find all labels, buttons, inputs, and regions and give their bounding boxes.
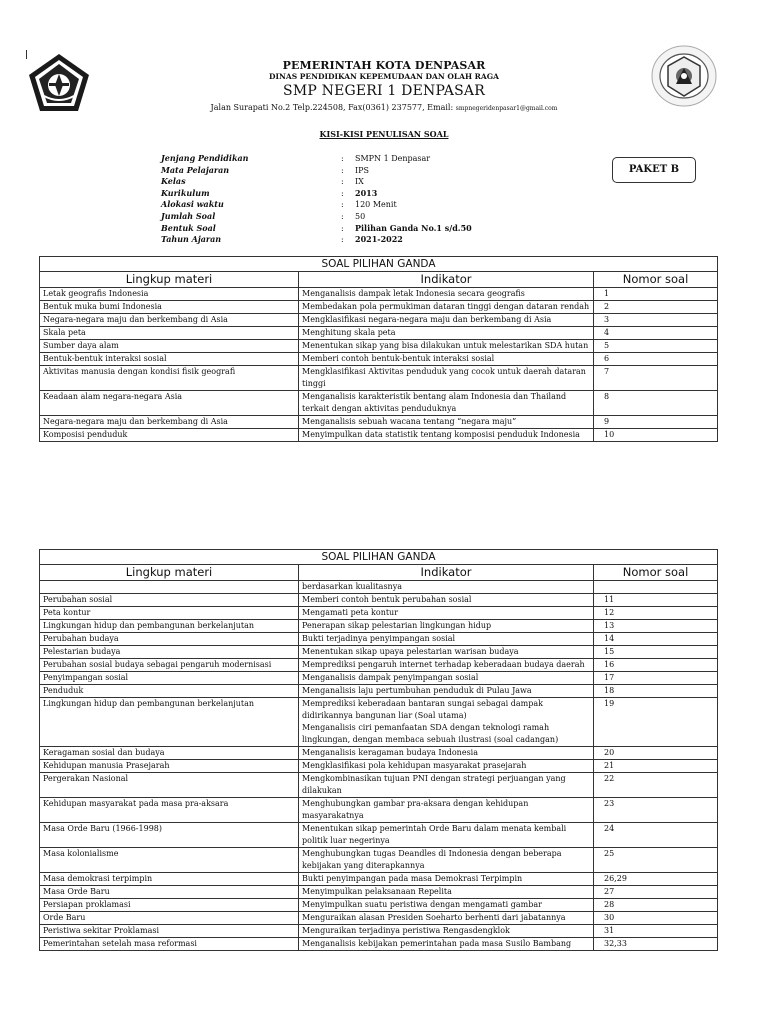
info-value: 50 — [355, 211, 366, 221]
cell-indikator: Menguraikan terjadinya peristiwa Rengasdengklok — [299, 925, 594, 938]
cell-nomor: 11 — [594, 594, 718, 607]
cell-nomor: 14 — [594, 633, 718, 646]
info-value: IPS — [355, 165, 370, 175]
cell-materi: Skala peta — [40, 327, 299, 340]
cell-materi: Persiapan proklamasi — [40, 899, 299, 912]
table-title: SOAL PILIHAN GANDA — [40, 257, 718, 272]
cell-indikator: Menentukan sikap pemerintah Orde Baru dalam menata kembali politik luar negerinya — [299, 823, 594, 848]
info-label: Kelas — [161, 176, 186, 187]
cell-indikator: Menganalisis dampak letak Indonesia secara geografis — [299, 288, 594, 301]
email-address: smpnegeridenpasar1@gmail.com — [455, 105, 558, 112]
cell-indikator: Menyimpulkan data statistik tentang komposisi penduduk Indonesia — [299, 429, 594, 442]
cell-indikator: Memprediksi keberadaan bantaran sungai sebagai dampak didirikannya bangunan liar (Soal utama) Menganalisis ciri pemanfaatan SDA dengan teknologi ramah lingkungan, dengan membaca sebuah ilustrasi (soal cadangan) — [299, 698, 594, 747]
table-body — [40, 288, 718, 442]
table-row — [40, 899, 718, 912]
info-row — [161, 165, 472, 177]
info-row — [161, 234, 472, 246]
cell-nomor: 31 — [594, 925, 718, 938]
column-header-indikator: Indikator — [299, 565, 594, 581]
cell-indikator: Bukti penyimpangan pada masa Demokrasi Terpimpin — [299, 873, 594, 886]
cell-nomor: 18 — [594, 685, 718, 698]
cell-nomor: 27 — [594, 886, 718, 899]
cell-materi: Pemerintahan setelah masa reformasi — [40, 938, 299, 951]
table-row — [40, 416, 718, 429]
table-row — [40, 659, 718, 672]
table-row — [40, 633, 718, 646]
cell-nomor — [594, 581, 718, 594]
info-row — [161, 199, 472, 211]
table-row — [40, 912, 718, 925]
info-value: 2013 — [355, 187, 378, 198]
table-row — [40, 620, 718, 633]
header-department: DINAS PENDIDIKAN KEPEMUDAAN DAN OLAH RAGA — [269, 72, 499, 81]
table-row — [40, 646, 718, 659]
table-row — [40, 607, 718, 620]
cell-nomor: 5 — [594, 340, 718, 353]
cell-indikator: Penerapan sikap pelestarian lingkungan hidup — [299, 620, 594, 633]
info-separator: : — [341, 188, 344, 198]
cell-indikator: Menguraikan alasan Presiden Soeharto berhenti dari jabatannya — [299, 912, 594, 925]
cell-materi: Lingkungan hidup dan pembangunan berkelanjutan — [40, 620, 299, 633]
cell-materi: Masa demokrasi terpimpin — [40, 873, 299, 886]
cell-materi: Lingkungan hidup dan pembangunan berkelanjutan — [40, 698, 299, 747]
cell-nomor: 25 — [594, 848, 718, 873]
info-label: Kurikulum — [161, 187, 210, 198]
cell-indikator: Menganalisis kebijakan pemerintahan pada masa Susilo Bambang — [299, 938, 594, 951]
table-row — [40, 340, 718, 353]
header-address — [0, 103, 768, 112]
table-row — [40, 760, 718, 773]
cell-materi: Penduduk — [40, 685, 299, 698]
cell-nomor: 8 — [594, 391, 718, 416]
table-body — [40, 581, 718, 951]
table-row — [40, 366, 718, 391]
info-row — [161, 211, 472, 223]
cell-materi: Negara-negara maju dan berkembang di Asia — [40, 416, 299, 429]
cell-materi: Bentuk-bentuk interaksi sosial — [40, 353, 299, 366]
header-school-name: SMP NEGERI 1 DENPASAR — [283, 83, 485, 99]
info-value: 120 Menit — [355, 200, 397, 210]
table-row — [40, 886, 718, 899]
info-label: Alokasi waktu — [161, 199, 224, 210]
info-label: Tahun Ajaran — [161, 234, 222, 245]
cell-materi: Keragaman sosial dan budaya — [40, 747, 299, 760]
cell-materi: Peristiwa sekitar Proklamasi — [40, 925, 299, 938]
table-row — [40, 594, 718, 607]
table-row — [40, 747, 718, 760]
cell-nomor: 15 — [594, 646, 718, 659]
cell-nomor: 10 — [594, 429, 718, 442]
column-header-materi: Lingkup materi — [40, 272, 299, 288]
info-value: Pilihan Ganda No.1 s/d.50 — [355, 222, 472, 233]
cell-nomor: 13 — [594, 620, 718, 633]
cell-indikator: Menyimpulkan suatu peristiwa dengan mengamati gambar — [299, 899, 594, 912]
cell-nomor: 7 — [594, 366, 718, 391]
table-row — [40, 391, 718, 416]
column-header-indikator: Indikator — [299, 272, 594, 288]
table-row — [40, 429, 718, 442]
cell-materi: Peta kontur — [40, 607, 299, 620]
cell-indikator: Menentukan sikap upaya pelestarian warisan budaya — [299, 646, 594, 659]
header-government: PEMERINTAH KOTA DENPASAR — [282, 59, 486, 72]
table-row — [40, 773, 718, 798]
cell-indikator: Bukti terjadinya penyimpangan sosial — [299, 633, 594, 646]
cell-indikator: berdasarkan kualitasnya — [299, 581, 594, 594]
table-row — [40, 327, 718, 340]
cell-indikator: Membedakan pola permukiman dataran tinggi dengan dataran rendah — [299, 301, 594, 314]
info-label: Bentuk Soal — [161, 222, 216, 233]
info-label: Mata Pelajaran — [161, 164, 230, 175]
cell-materi — [40, 581, 299, 594]
questions-table-1 — [39, 256, 718, 442]
table-row — [40, 288, 718, 301]
cell-indikator: Mengklasifikasi negara-negara maju dan berkembang di Asia — [299, 314, 594, 327]
cell-materi: Penyimpangan sosial — [40, 672, 299, 685]
cell-materi: Negara-negara maju dan berkembang di Asia — [40, 314, 299, 327]
table-row — [40, 925, 718, 938]
cell-nomor: 16 — [594, 659, 718, 672]
cell-indikator: Menghubungkan gambar pra-aksara dengan kehidupan masyarakatnya — [299, 798, 594, 823]
info-value: SMPN 1 Denpasar — [355, 154, 431, 163]
info-label: Jumlah Soal — [161, 210, 216, 221]
cell-materi: Letak geografis Indonesia — [40, 288, 299, 301]
exam-info — [161, 153, 472, 246]
column-header-nomor: Nomor soal — [594, 272, 718, 288]
cell-materi: Perubahan sosial budaya sebagai pengaruh modernisasi — [40, 659, 299, 672]
table-row — [40, 672, 718, 685]
info-separator: : — [341, 154, 344, 163]
table-row — [40, 798, 718, 823]
cell-indikator: Menghubungkan tugas Deandles di Indonesia dengan beberapa kebijakan yang diterapkannya — [299, 848, 594, 873]
info-row — [161, 176, 472, 188]
info-separator: : — [341, 223, 344, 233]
table-row — [40, 685, 718, 698]
cell-materi: Masa kolonialisme — [40, 848, 299, 873]
table-row — [40, 848, 718, 873]
document-title: KISI-KISI PENULISAN SOAL — [319, 129, 449, 139]
cell-indikator: Mengklasifikasi Aktivitas penduduk yang cocok untuk daerah dataran tinggi — [299, 366, 594, 391]
address-text: Jalan Surapati No.2 Telp.224508, Fax(0361) 237577, Email: — [210, 103, 456, 112]
cell-nomor: 6 — [594, 353, 718, 366]
cell-nomor: 24 — [594, 823, 718, 848]
cell-nomor: 2 — [594, 301, 718, 314]
cell-nomor: 4 — [594, 327, 718, 340]
cell-nomor: 3 — [594, 314, 718, 327]
cell-nomor: 20 — [594, 747, 718, 760]
cell-materi: Keadaan alam negara-negara Asia — [40, 391, 299, 416]
cell-nomor: 21 — [594, 760, 718, 773]
cell-materi: Aktivitas manusia dengan kondisi fisik geografi — [40, 366, 299, 391]
info-value: IX — [355, 177, 364, 187]
table-row — [40, 314, 718, 327]
cell-nomor: 12 — [594, 607, 718, 620]
info-row — [161, 153, 472, 165]
table-row — [40, 938, 718, 951]
cell-materi: Perubahan budaya — [40, 633, 299, 646]
cell-indikator: Mengamati peta kontur — [299, 607, 594, 620]
table-row — [40, 353, 718, 366]
cell-nomor: 32,33 — [594, 938, 718, 951]
cell-materi: Kehidupan manusia Prasejarah — [40, 760, 299, 773]
cell-materi: Sumber daya alam — [40, 340, 299, 353]
cell-nomor: 30 — [594, 912, 718, 925]
cell-indikator: Mengklasifikasi pola kehidupan masyarakat prasejarah — [299, 760, 594, 773]
info-separator: : — [341, 165, 344, 175]
cell-indikator: Menganalisis dampak penyimpangan sosial — [299, 672, 594, 685]
table-title: SOAL PILIHAN GANDA — [40, 550, 718, 565]
cell-nomor: 1 — [594, 288, 718, 301]
info-row — [161, 223, 472, 235]
cell-materi: Bentuk muka bumi Indonesia — [40, 301, 299, 314]
cell-indikator: Memberi contoh bentuk-bentuk interaksi sosial — [299, 353, 594, 366]
cell-nomor: 28 — [594, 899, 718, 912]
cell-indikator: Menganalisis karakteristik bentang alam Indonesia dan Thailand terkait dengan aktivitas penduduknya — [299, 391, 594, 416]
cell-nomor: 23 — [594, 798, 718, 823]
info-separator: : — [341, 235, 344, 245]
column-header-materi: Lingkup materi — [40, 565, 299, 581]
cell-indikator: Menyimpulkan pelaksanaan Repelita — [299, 886, 594, 899]
table-row — [40, 581, 718, 594]
cell-indikator: Mengkombinasikan tujuan PNI dengan strategi perjuangan yang dilakukan — [299, 773, 594, 798]
cell-indikator: Menganalisis keragaman budaya Indonesia — [299, 747, 594, 760]
info-row — [161, 188, 472, 200]
cell-materi: Masa Orde Baru (1966-1998) — [40, 823, 299, 848]
cell-indikator: Menganalisis sebuah wacana tentang “negara maju” — [299, 416, 594, 429]
info-separator: : — [341, 177, 344, 187]
cell-materi: Komposisi penduduk — [40, 429, 299, 442]
questions-table-2 — [39, 549, 718, 951]
cell-materi: Kehidupan masyarakat pada masa pra-aksara — [40, 798, 299, 823]
cell-indikator: Memprediksi pengaruh internet terhadap keberadaan budaya daerah — [299, 659, 594, 672]
cell-materi: Perubahan sosial — [40, 594, 299, 607]
cell-materi: Masa Orde Baru — [40, 886, 299, 899]
cell-indikator: Menentukan sikap yang bisa dilakukan untuk melestarikan SDA hutan — [299, 340, 594, 353]
info-separator: : — [341, 211, 344, 221]
cell-indikator: Menghitung skala peta — [299, 327, 594, 340]
cell-nomor: 26,29 — [594, 873, 718, 886]
cell-indikator: Memberi contoh bentuk perubahan sosial — [299, 594, 594, 607]
cell-nomor: 9 — [594, 416, 718, 429]
cell-materi: Orde Baru — [40, 912, 299, 925]
cell-nomor: 22 — [594, 773, 718, 798]
table-row — [40, 873, 718, 886]
cell-nomor: 17 — [594, 672, 718, 685]
info-value: 2021-2022 — [355, 234, 403, 245]
cell-nomor: 19 — [594, 698, 718, 747]
table-row — [40, 301, 718, 314]
column-header-nomor: Nomor soal — [594, 565, 718, 581]
info-label: Jenjang Pendidikan — [161, 153, 249, 163]
table-row — [40, 698, 718, 747]
cell-materi: Pergerakan Nasional — [40, 773, 299, 798]
table-row — [40, 823, 718, 848]
paket-label: PAKET B — [612, 157, 696, 183]
cell-indikator: Menganalisis laju pertumbuhan penduduk di Pulau Jawa — [299, 685, 594, 698]
info-separator: : — [341, 200, 344, 210]
cell-materi: Pelestarian budaya — [40, 646, 299, 659]
